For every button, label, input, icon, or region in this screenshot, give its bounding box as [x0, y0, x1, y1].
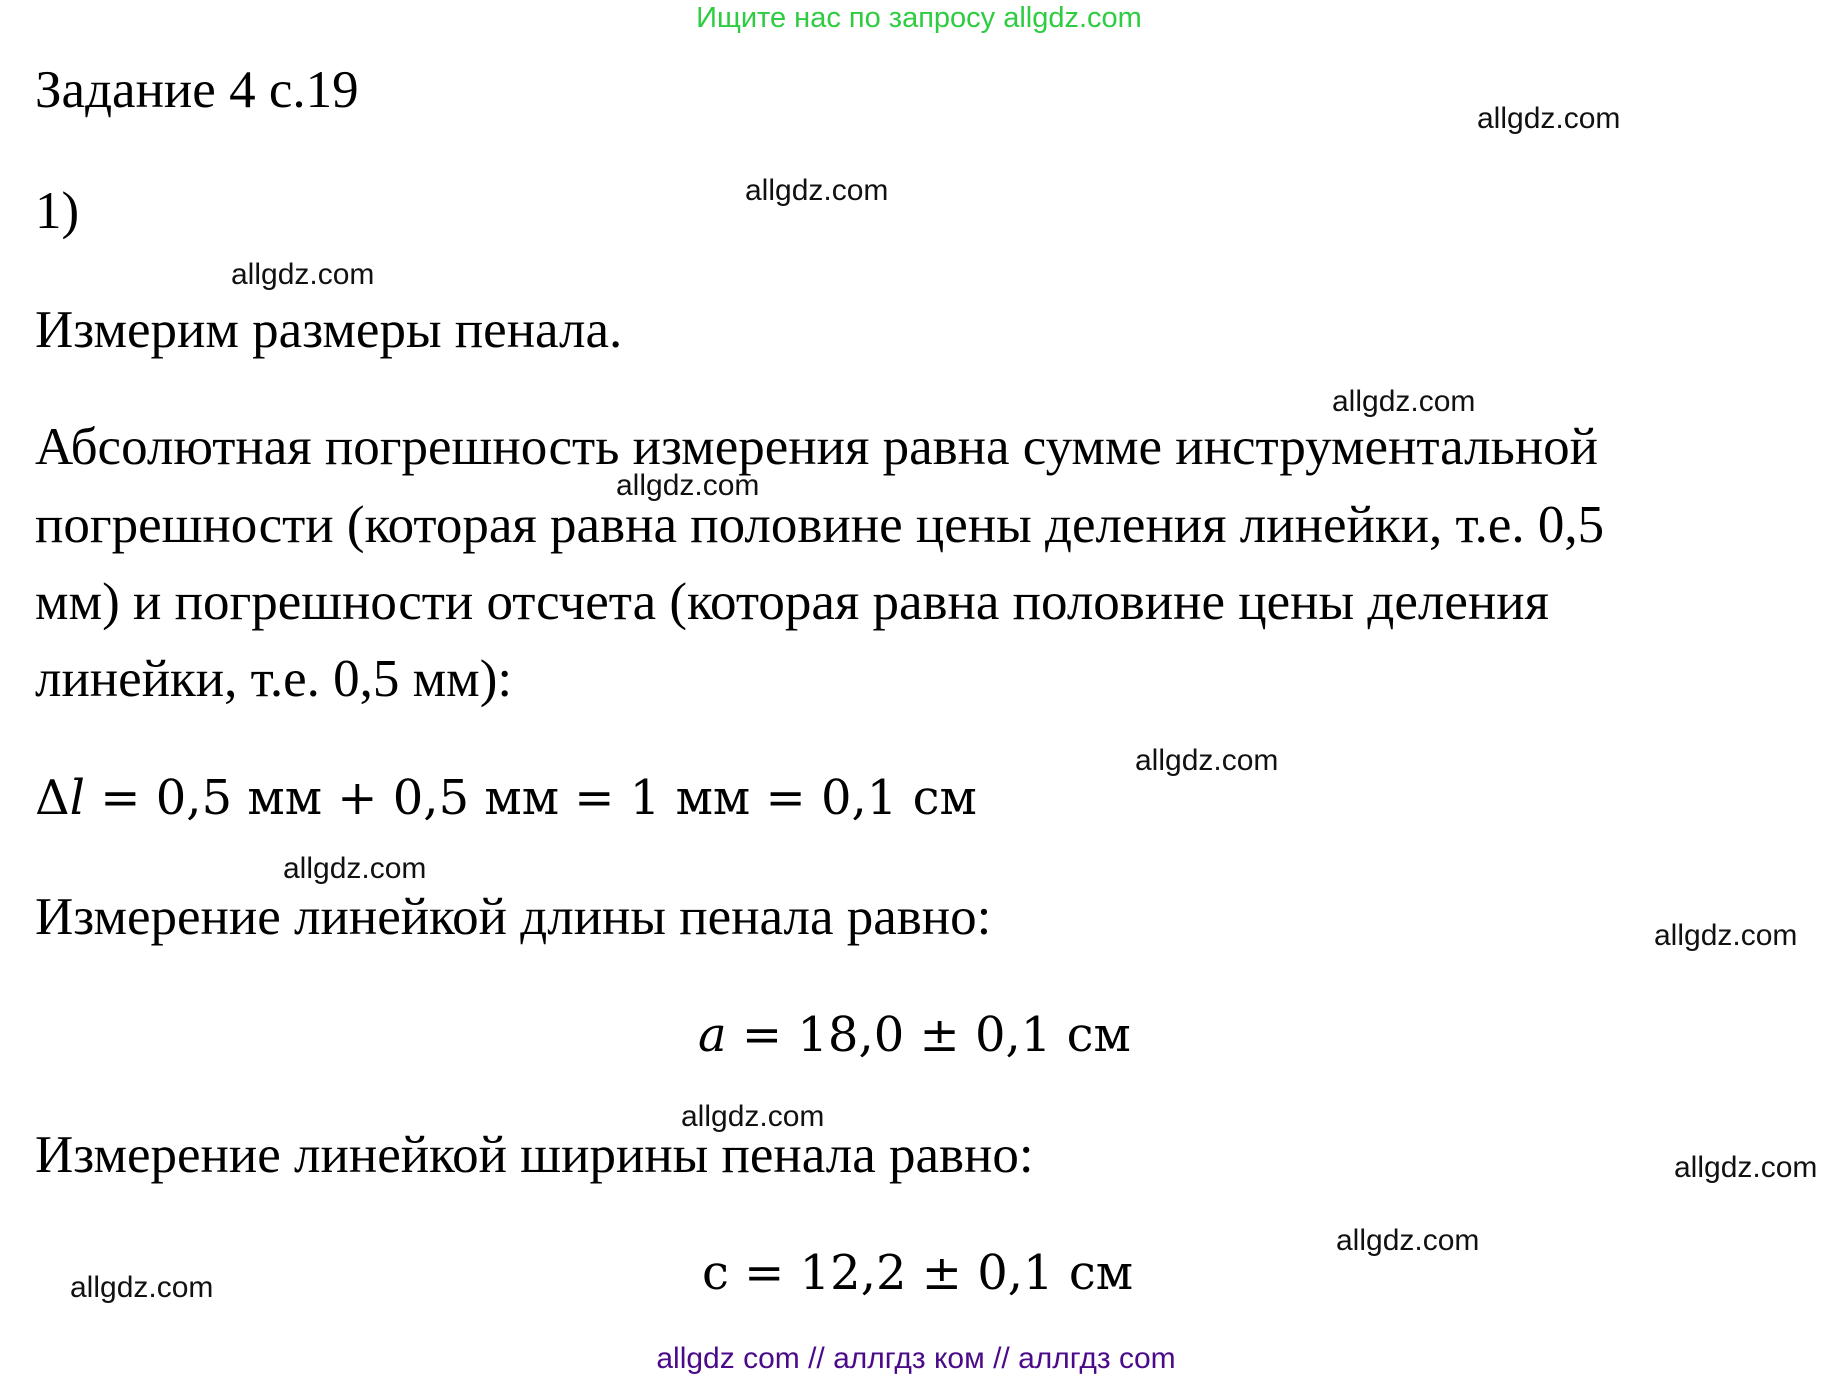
watermark: allgdz.com	[231, 258, 375, 291]
formula-variable: l	[69, 770, 86, 826]
paragraph-line: линейки, т.е. 0,5 мм):	[35, 650, 513, 708]
watermark: allgdz.com	[1674, 1151, 1818, 1184]
formula-rest: = 0,5 мм + 0,5 мм = 1 мм = 0,1 см	[85, 770, 977, 826]
delta-formula	[35, 768, 977, 828]
paragraph-line: Абсолютная погрешность измерения равна сумме инструментальной	[35, 418, 1599, 476]
delta-symbol: Δ	[35, 770, 70, 826]
width-label: Измерение линейкой ширины пенала равно:	[35, 1126, 1034, 1184]
paragraph-line: погрешности (которая равна половине цены деления линейки, т.е. 0,5	[35, 496, 1605, 554]
watermark: allgdz.com	[681, 1100, 825, 1133]
intro-text: Измерим размеры пенала.	[35, 301, 623, 359]
task-title: Задание 4 с.19	[35, 61, 359, 119]
search-banner: Ищите нас по запросу allgdz.com	[696, 2, 1142, 34]
formula-variable: c	[702, 1245, 729, 1301]
watermark: allgdz.com	[745, 174, 889, 207]
formula-variable: a	[698, 1007, 727, 1063]
watermark: allgdz.com	[70, 1271, 214, 1304]
watermark: allgdz.com	[1336, 1224, 1480, 1257]
formula-rest: = 18,0 ± 0,1 см	[726, 1007, 1131, 1063]
width-formula	[702, 1243, 1133, 1303]
watermark: allgdz.com	[1135, 744, 1279, 777]
length-label: Измерение линейкой длины пенала равно:	[35, 888, 992, 946]
watermark: allgdz.com	[1654, 919, 1798, 952]
formula-rest: = 12,2 ± 0,1 см	[728, 1245, 1134, 1301]
part-number: 1)	[35, 182, 80, 240]
watermark: allgdz.com	[1332, 385, 1476, 418]
watermark: allgdz.com	[283, 852, 427, 885]
length-formula	[698, 1005, 1131, 1065]
watermark: allgdz.com	[1477, 102, 1621, 135]
footer-watermark: allgdz com // аллгдз ком // аллгдз com	[656, 1342, 1176, 1375]
paragraph-line: мм) и погрешности отсчета (которая равна половине цены деления	[35, 573, 1549, 631]
watermark: allgdz.com	[616, 469, 760, 502]
